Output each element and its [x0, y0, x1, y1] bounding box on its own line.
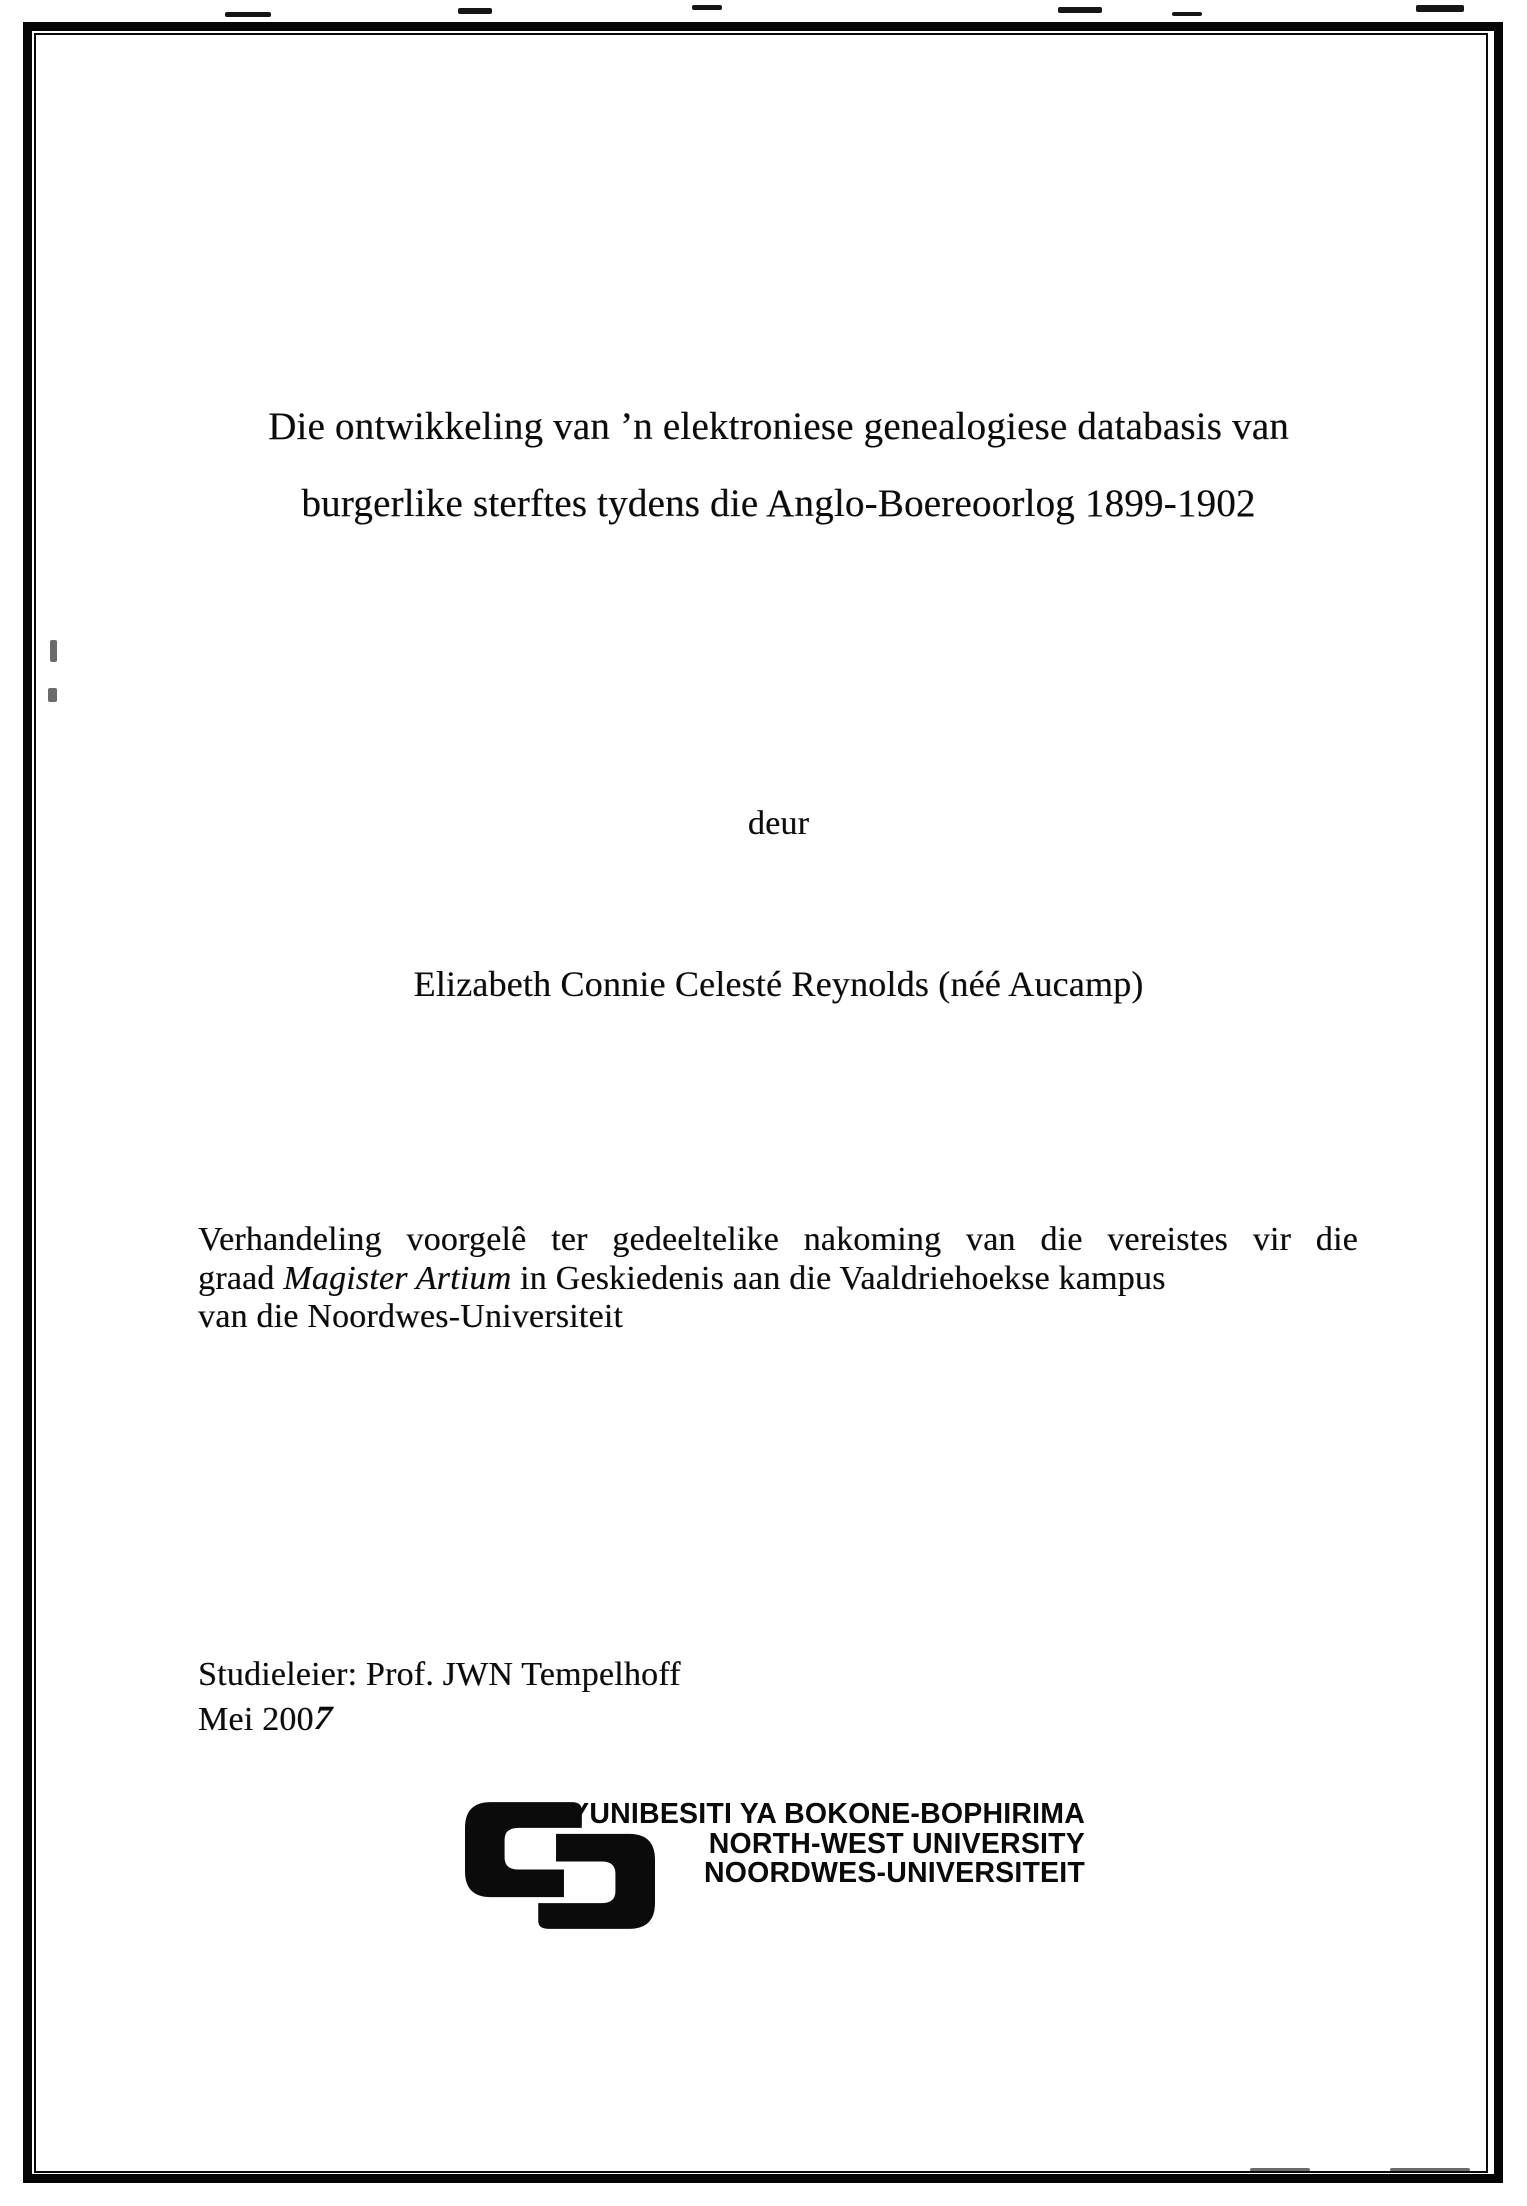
supervisor-block: [198, 1652, 681, 1742]
byline-label: deur: [747, 805, 810, 842]
supervisor-line: Studieleier: Prof. JWN Tempelhoff: [198, 1656, 681, 1693]
logo-line-english: NORTH-WEST UNIVERSITY: [708, 1827, 1085, 1860]
degree-statement-line2: [198, 1260, 1358, 1299]
university-logo: [465, 1798, 1085, 1930]
thesis-title: [30, 388, 1527, 542]
scan-speck: [225, 12, 271, 17]
degree-statement-line3: van die Noordwes-Universiteit: [198, 1298, 624, 1335]
date-line: [198, 1697, 681, 1742]
scan-speck: [458, 8, 492, 14]
thesis-title-line1: Die ontwikkeling van ’n elektroniese genealogiese databasis van: [268, 405, 1289, 448]
date-prefix: Mei 200: [198, 1701, 314, 1738]
scan-speck: [1058, 7, 1102, 13]
degree-statement-line2-post: in Geskiedenis aan die Vaaldriehoekse kampus: [511, 1259, 1166, 1297]
author-name: Elizabeth Connie Celesté Reynolds (néé Aucamp): [413, 964, 1144, 1004]
university-logo-text: [570, 1800, 1085, 1889]
degree-statement-line1: Verhandeling voorgelê ter gedeeltelike nakoming van die vereistes vir die: [198, 1221, 1358, 1258]
degree-name-italic: Magister Artium: [283, 1259, 512, 1297]
thesis-title-line2: burgerlike sterftes tydens die Anglo-Boereoorlog 1899-1902: [301, 482, 1256, 525]
scan-speck: [1172, 12, 1202, 16]
logo-line-setswana: YUNIBESITI YA BOKONE-BOPHIRIMA: [570, 1798, 1085, 1830]
degree-statement: [198, 1221, 1358, 1337]
scan-speck: [692, 5, 722, 10]
degree-statement-line2-pre: graad: [198, 1259, 284, 1297]
logo-line-afrikaans: NOORDWES-UNIVERSITEIT: [703, 1857, 1085, 1889]
scan-speck: [1416, 5, 1464, 12]
date-last-digit: 7: [308, 1700, 337, 1737]
